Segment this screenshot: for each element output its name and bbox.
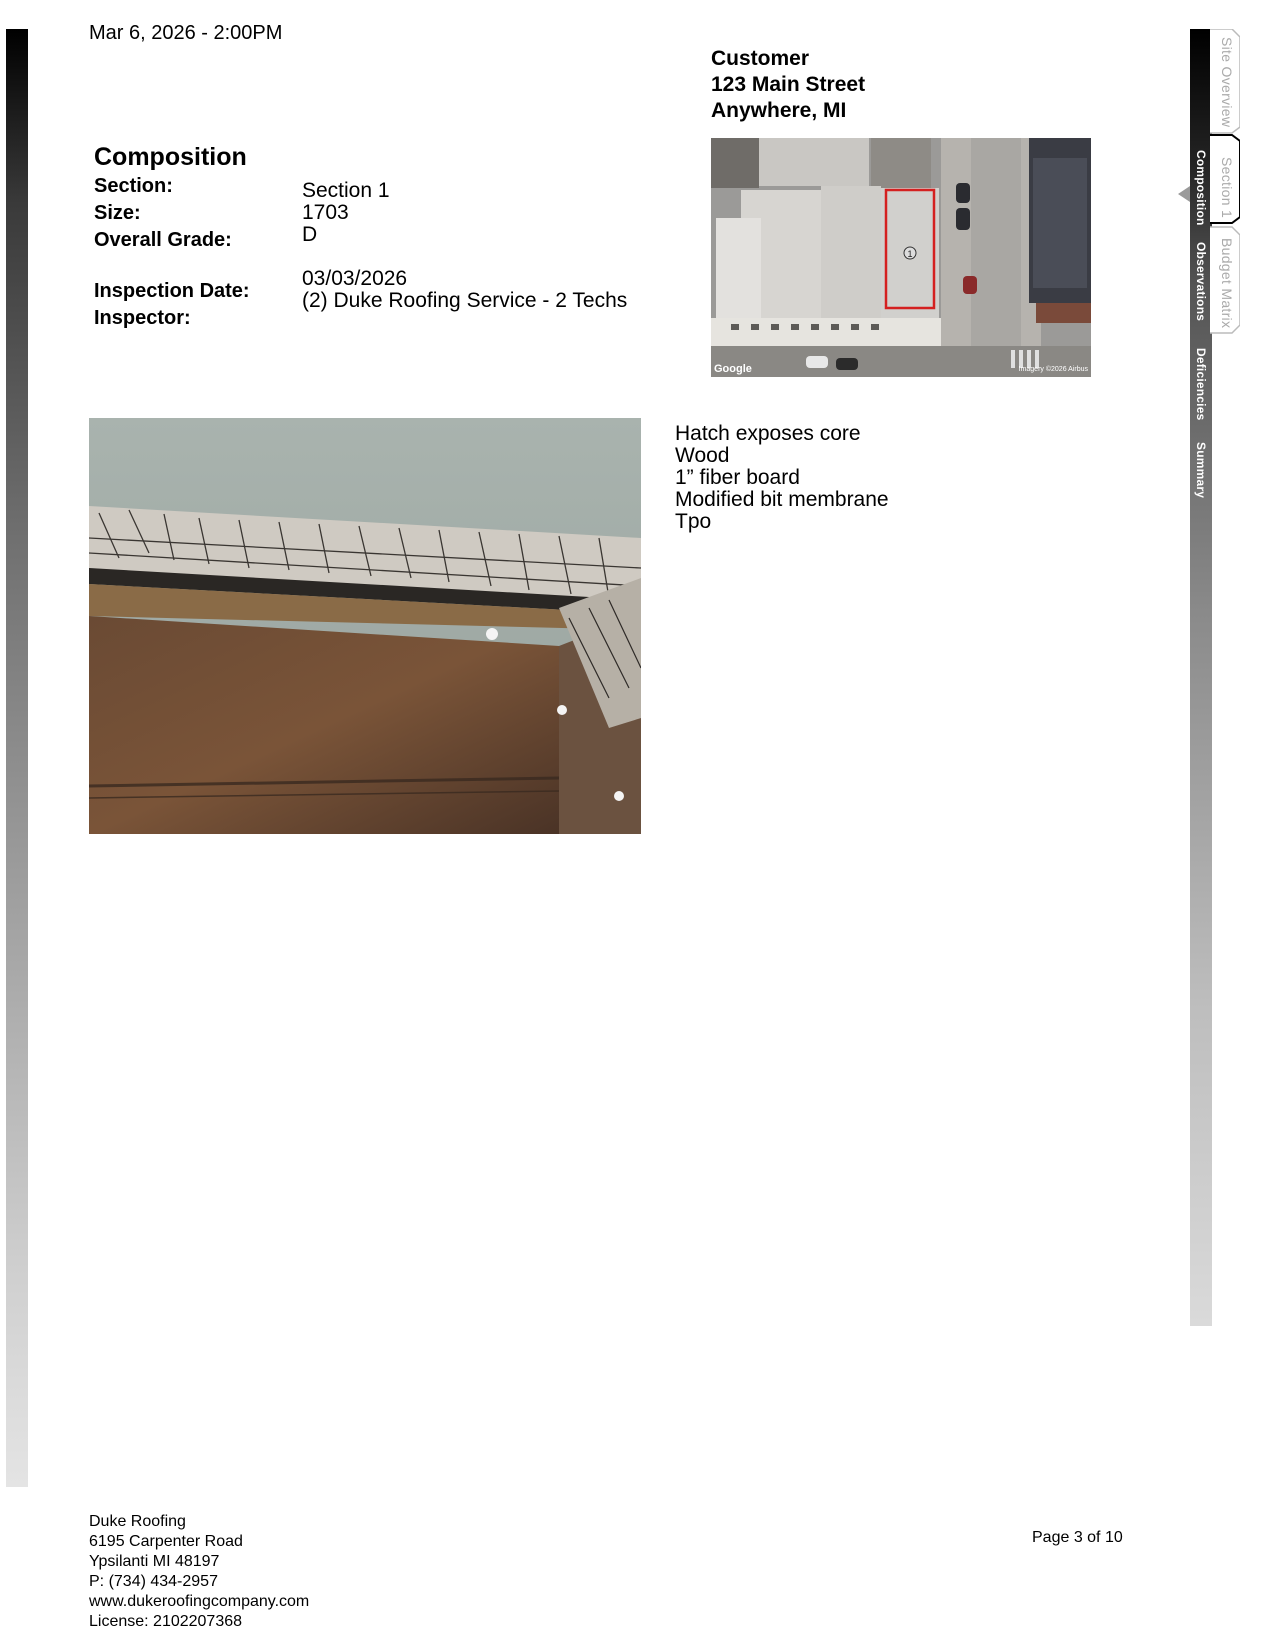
svg-text:1: 1 xyxy=(907,249,913,259)
footer-phone[interactable]: P: (734) 434-2957 xyxy=(89,1573,218,1590)
customer-label: Customer xyxy=(711,47,810,70)
customer-address-line2: Anywhere, MI xyxy=(711,99,847,122)
tab-composition[interactable]: Composition xyxy=(1194,150,1208,226)
label-inspection-date: Inspection Date: xyxy=(94,280,250,302)
value-overall-grade: D xyxy=(302,223,318,246)
footer-contact xyxy=(89,1512,309,1632)
map-credit: Imagery ©2026 Airbus xyxy=(1018,366,1088,373)
label-size: Size: xyxy=(94,202,141,224)
footer-website-link[interactable]: www.dukeroofingcompany.com xyxy=(89,1593,310,1610)
aerial-map xyxy=(711,138,1091,377)
footer-city: Ypsilanti MI 48197 xyxy=(89,1553,220,1570)
label-inspector: Inspector: xyxy=(94,307,191,329)
aerial-map-graphic xyxy=(711,138,1091,377)
value-inspector: (2) Duke Roofing Service - 2 Techs xyxy=(302,289,628,312)
customer-block xyxy=(711,46,865,124)
tab-budget-matrix[interactable]: Budget Matrix xyxy=(1219,238,1235,329)
tab-deficiencies[interactable]: Deficiencies xyxy=(1194,348,1208,421)
note-line: 1” fiber board xyxy=(675,466,800,489)
note-line: Tpo xyxy=(675,510,712,533)
tab-summary[interactable]: Summary xyxy=(1194,442,1208,499)
roof-core-photo xyxy=(89,418,641,834)
report-datetime: Mar 6, 2026 - 2:00PM xyxy=(89,22,283,44)
active-tab-arrow-icon xyxy=(1176,186,1190,202)
section-title: Composition xyxy=(94,143,247,171)
note-line: Hatch exposes core xyxy=(675,422,861,445)
tab-site-overview[interactable]: Site Overview xyxy=(1219,37,1235,128)
footer-license: License: 2102207368 xyxy=(89,1613,243,1630)
roof-core-photo-graphic xyxy=(89,418,641,834)
left-gradient-bar xyxy=(6,29,28,1487)
value-size: 1703 xyxy=(302,201,349,224)
footer-company: Duke Roofing xyxy=(89,1513,186,1530)
note-line: Wood xyxy=(675,444,730,467)
label-overall-grade: Overall Grade: xyxy=(94,229,232,251)
value-section: Section 1 xyxy=(302,179,390,202)
customer-address-line1: 123 Main Street xyxy=(711,73,866,96)
page-number: Page 3 of 10 xyxy=(1032,1529,1123,1546)
footer-street: 6195 Carpenter Road xyxy=(89,1533,243,1550)
value-inspection-date: 03/03/2026 xyxy=(302,267,408,290)
note-line: Modified bit membrane xyxy=(675,488,889,511)
core-notes xyxy=(675,423,889,533)
label-section: Section: xyxy=(94,175,173,197)
map-watermark: Google xyxy=(714,363,752,375)
tab-section-1[interactable]: Section 1 xyxy=(1219,157,1235,219)
tab-observations[interactable]: Observations xyxy=(1194,242,1208,322)
